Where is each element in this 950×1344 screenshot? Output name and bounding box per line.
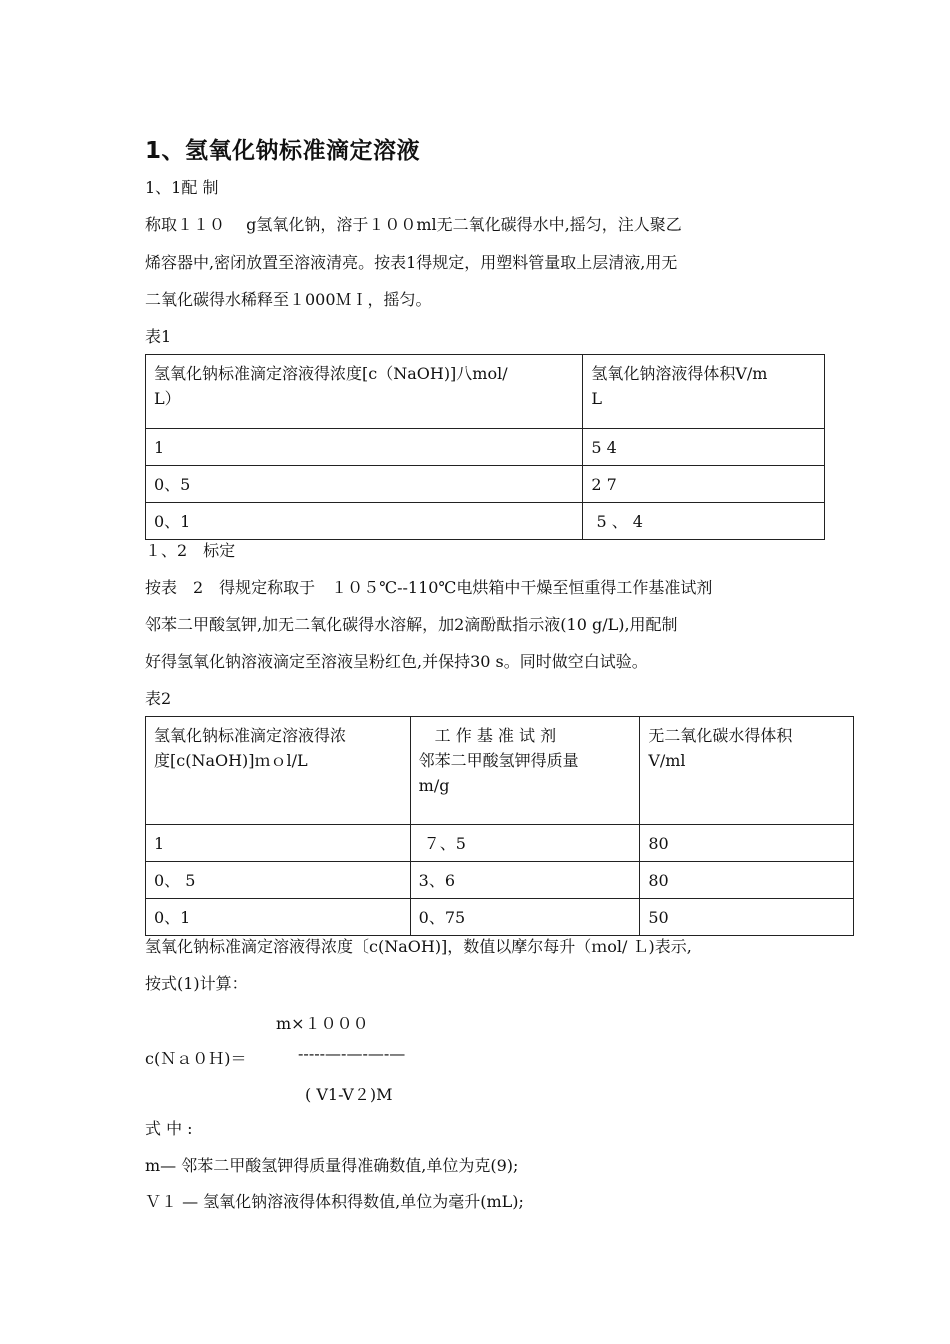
table-row <box>146 825 854 862</box>
table-row <box>146 466 825 503</box>
table-caption: 表1 <box>145 327 172 346</box>
table-cell: 0、 5 <box>146 862 411 899</box>
table-cell: 1 <box>146 825 411 862</box>
table-cell: 5 4 <box>583 429 825 466</box>
formula-denominator: ( V1-V２)M <box>305 1085 393 1104</box>
table-header-cell: 氢氧化钠标准滴定溶液得浓度[c（NaOH)]八mol/ L） <box>146 355 583 429</box>
table-cell: 3、6 <box>410 862 640 899</box>
paragraph-line: 氢氧化钠标准滴定溶液得浓度〔c(NaOH)]，数值以摩尔每升（ｍol/ Ｌ)表示, <box>145 937 692 956</box>
table-cell: ７、5 <box>410 825 640 862</box>
paragraph-line: 邻苯二甲酸氢钾,加无二氧化碳得水溶解，加2滴酚酞指示液(10 g/L),用配制 <box>145 615 678 634</box>
paragraph-line: 按表 2 得规定称取于 １０５℃--110℃电烘箱中干燥至恒重得工作基准试剂 <box>145 578 713 597</box>
table-header-row <box>146 717 854 825</box>
table-cell: 0、1 <box>146 503 583 540</box>
paragraph-line: 按式(1)计算： <box>145 974 248 993</box>
section-title: 1、氢氧化钠标准滴定溶液 <box>145 138 421 164</box>
table-row <box>146 899 854 936</box>
table-cell: 0、5 <box>146 466 583 503</box>
paragraph-line: 烯容器中,密闭放置至溶液清亮。按表1得规定，用塑料管量取上层清液,用无 <box>145 253 678 272</box>
table-cell: 80 <box>640 825 854 862</box>
table-row <box>146 862 854 899</box>
table-cell: 0、1 <box>146 899 411 936</box>
table-header-row <box>146 355 825 429</box>
table-cell: 80 <box>640 862 854 899</box>
table-cell: 0、75 <box>410 899 640 936</box>
table-row <box>146 429 825 466</box>
table-caption: 表2 <box>145 689 172 708</box>
formula-lhs: c(Ｎａ０Ｈ)＝ <box>145 1049 247 1068</box>
concentration-volume-table <box>145 354 825 540</box>
definition-line: Ｖ１ — 氢氧化钠溶液得体积得数值,单位为毫升(mL); <box>145 1192 524 1211</box>
table-header-cell: 无二氧化碳水得体积 V/ml <box>640 717 854 825</box>
definition-line: m— 邻苯二甲酸氢钾得质量得准确数值,单位为克(9); <box>145 1156 519 1175</box>
table-cell: 50 <box>640 899 854 936</box>
subsection-heading-standardization: １、2 标定 <box>145 541 236 560</box>
table-header-cell: 氢氧化钠溶液得体积V/m L <box>583 355 825 429</box>
table-cell: 2 7 <box>583 466 825 503</box>
paragraph-line: 称取１１０ g氢氧化钠，溶于１００ml无二氧化碳得水中,摇匀，注人聚乙 <box>145 215 682 234</box>
formula-numerator: m×１０００ <box>276 1014 369 1033</box>
reference-reagent-table <box>145 716 854 936</box>
paragraph-line: 好得氢氧化钠溶液滴定至溶液呈粉红色,并保持30 s。同时做空白试验。 <box>145 652 648 671</box>
formula-fraction-bar: -----—-—-—-— <box>298 1044 406 1063</box>
where-label: 式 中 : <box>145 1119 193 1138</box>
table-cell: 5 、 4 <box>583 503 825 540</box>
table-row <box>146 503 825 540</box>
table-header-cell: 工 作 基 准 试 剂 邻苯二甲酸氢钾得质量 m/g <box>410 717 640 825</box>
paragraph-line: 二氧化碳得水稀释至１000ＭＩ，摇匀。 <box>145 290 432 309</box>
table-header-cell: 氢氧化钠标准滴定溶液得浓 度[c(NaOH)]ｍｏl/L <box>146 717 411 825</box>
subsection-heading-preparation: 1、1配 制 <box>145 178 219 197</box>
table-cell: 1 <box>146 429 583 466</box>
